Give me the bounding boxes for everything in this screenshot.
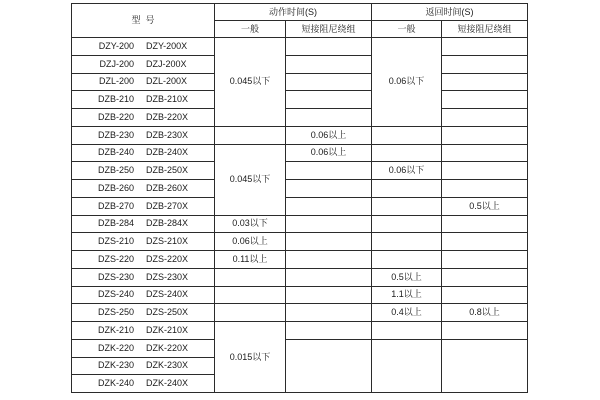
model-name: DZB-220 bbox=[97, 111, 134, 122]
model-cell bbox=[72, 55, 215, 73]
model-cell bbox=[72, 233, 215, 251]
return-general-cell bbox=[372, 180, 442, 198]
return-damping-cell bbox=[442, 322, 528, 340]
table-row bbox=[72, 339, 528, 357]
model-name: DZK-220X bbox=[145, 342, 189, 353]
model-name: DZL-200 bbox=[98, 76, 134, 87]
return-damping-cell bbox=[442, 144, 528, 162]
model-cell bbox=[72, 268, 215, 286]
model-name: DZB-270 bbox=[97, 200, 134, 211]
model-name: DZB-220X bbox=[145, 111, 189, 122]
model-cell bbox=[72, 251, 215, 269]
return-damping-cell bbox=[442, 180, 528, 198]
table-row bbox=[72, 251, 528, 269]
model-name: DZK-240X bbox=[145, 378, 189, 389]
return-general-cell bbox=[372, 126, 442, 144]
action-general-cell bbox=[215, 286, 286, 304]
table-row bbox=[72, 268, 528, 286]
return-general-cell bbox=[372, 233, 442, 251]
return-general-cell bbox=[372, 144, 442, 162]
action-damping-cell bbox=[286, 38, 372, 56]
return-general-cell: 0.4以上 bbox=[372, 304, 442, 322]
model-cell bbox=[72, 357, 215, 375]
model-name: DZB-240 bbox=[97, 147, 134, 158]
model-cell bbox=[72, 91, 215, 109]
return-general-cell bbox=[372, 251, 442, 269]
header-model: 型 号 bbox=[72, 4, 215, 38]
return-damping-cell bbox=[442, 91, 528, 109]
action-damping-cell bbox=[286, 55, 372, 73]
action-general-cell bbox=[215, 268, 286, 286]
spec-table bbox=[71, 3, 528, 393]
model-name: DZB-250X bbox=[145, 165, 189, 176]
return-damping-cell bbox=[442, 38, 528, 56]
action-general-cell: 0.045以下 bbox=[215, 38, 286, 127]
header-action-damping: 短接阻尼绕组 bbox=[286, 21, 372, 38]
return-damping-cell bbox=[442, 268, 528, 286]
return-damping-cell bbox=[442, 286, 528, 304]
return-damping-cell: 0.8以上 bbox=[442, 304, 528, 322]
action-damping-cell: 0.06以上 bbox=[286, 144, 372, 162]
return-damping-cell bbox=[442, 233, 528, 251]
action-general-cell: 0.06以上 bbox=[215, 233, 286, 251]
model-cell bbox=[72, 162, 215, 180]
model-name: DZJ-200 bbox=[99, 58, 134, 69]
model-name: DZB-230 bbox=[97, 129, 134, 140]
action-damping-cell bbox=[286, 304, 372, 322]
model-cell bbox=[72, 322, 215, 340]
table-row bbox=[72, 197, 528, 215]
model-name: DZB-284X bbox=[145, 218, 189, 229]
model-name: DZB-284 bbox=[97, 218, 134, 229]
table-row bbox=[72, 38, 528, 56]
action-damping-cell bbox=[286, 322, 372, 340]
model-cell bbox=[72, 109, 215, 127]
return-general-cell bbox=[372, 215, 442, 233]
model-cell bbox=[72, 339, 215, 357]
table-row bbox=[72, 286, 528, 304]
table-row bbox=[72, 73, 528, 91]
model-name: DZY-200 bbox=[98, 40, 134, 51]
model-name: DZS-210 bbox=[97, 236, 134, 247]
model-name: DZK-230X bbox=[145, 360, 189, 371]
return-damping-cell bbox=[442, 109, 528, 127]
model-name: DZB-210 bbox=[97, 94, 134, 105]
model-name: DZB-250 bbox=[97, 165, 134, 176]
return-damping-cell bbox=[442, 339, 528, 392]
action-general-cell: 0.045以下 bbox=[215, 144, 286, 215]
model-name: DZL-200X bbox=[145, 76, 188, 87]
model-cell bbox=[72, 375, 215, 393]
model-name: DZS-240 bbox=[97, 289, 134, 300]
table-row bbox=[72, 304, 528, 322]
return-general-cell bbox=[372, 197, 442, 215]
action-damping-cell bbox=[286, 233, 372, 251]
model-name: DZY-200X bbox=[145, 40, 188, 51]
action-damping-cell bbox=[286, 339, 372, 392]
table-row bbox=[72, 215, 528, 233]
model-cell bbox=[72, 304, 215, 322]
action-damping-cell bbox=[286, 268, 372, 286]
table-row bbox=[72, 162, 528, 180]
return-general-cell: 0.5以上 bbox=[372, 268, 442, 286]
model-name: DZB-210X bbox=[145, 94, 189, 105]
action-damping-cell bbox=[286, 180, 372, 198]
model-cell bbox=[72, 144, 215, 162]
return-general-cell: 1.1以上 bbox=[372, 286, 442, 304]
return-general-cell: 0.06以下 bbox=[372, 38, 442, 127]
model-cell bbox=[72, 215, 215, 233]
table-row bbox=[72, 144, 528, 162]
header-row-top bbox=[72, 4, 528, 21]
return-damping-cell bbox=[442, 251, 528, 269]
action-damping-cell bbox=[286, 215, 372, 233]
model-name: DZS-230X bbox=[145, 271, 189, 282]
model-name: DZS-210X bbox=[145, 236, 189, 247]
model-name: DZB-260X bbox=[145, 182, 189, 193]
return-damping-cell bbox=[442, 215, 528, 233]
action-damping-cell bbox=[286, 286, 372, 304]
model-name: DZB-260 bbox=[97, 182, 134, 193]
model-name: DZB-270X bbox=[145, 200, 189, 211]
model-name: DZJ-200X bbox=[146, 58, 187, 69]
table-row bbox=[72, 109, 528, 127]
model-name: DZS-230 bbox=[97, 271, 134, 282]
action-general-cell: 0.015以下 bbox=[215, 322, 286, 393]
action-damping-cell bbox=[286, 109, 372, 127]
model-cell bbox=[72, 197, 215, 215]
return-general-cell bbox=[372, 322, 442, 340]
model-name: DZK-220 bbox=[97, 342, 134, 353]
header-return-general: 一般 bbox=[372, 21, 442, 38]
table-row bbox=[72, 126, 528, 144]
header-return-damping: 短接阻尼绕组 bbox=[442, 21, 528, 38]
return-general-cell bbox=[372, 339, 442, 392]
action-general-cell: 0.11以上 bbox=[215, 251, 286, 269]
action-damping-cell bbox=[286, 251, 372, 269]
header-action-general: 一般 bbox=[215, 21, 286, 38]
action-damping-cell: 0.06以上 bbox=[286, 126, 372, 144]
return-damping-cell bbox=[442, 126, 528, 144]
table-row bbox=[72, 91, 528, 109]
model-name: DZK-240 bbox=[97, 378, 134, 389]
action-damping-cell bbox=[286, 197, 372, 215]
return-damping-cell bbox=[442, 55, 528, 73]
model-name: DZS-240X bbox=[145, 289, 189, 300]
action-damping-cell bbox=[286, 73, 372, 91]
model-name: DZS-220 bbox=[97, 253, 134, 264]
action-general-cell bbox=[215, 304, 286, 322]
model-cell bbox=[72, 126, 215, 144]
model-cell bbox=[72, 180, 215, 198]
action-general-cell: 0.03以下 bbox=[215, 215, 286, 233]
model-name: DZS-220X bbox=[145, 253, 189, 264]
model-cell bbox=[72, 286, 215, 304]
model-name: DZK-210 bbox=[97, 324, 134, 335]
table-row bbox=[72, 233, 528, 251]
model-name: DZK-210X bbox=[145, 324, 189, 335]
action-general-cell bbox=[215, 126, 286, 144]
header-return-time: 返回时间(S) bbox=[372, 4, 528, 21]
table-row bbox=[72, 55, 528, 73]
table-row bbox=[72, 180, 528, 198]
model-name: DZS-250 bbox=[97, 307, 134, 318]
model-name: DZB-240X bbox=[145, 147, 189, 158]
action-damping-cell bbox=[286, 91, 372, 109]
return-general-cell: 0.06以下 bbox=[372, 162, 442, 180]
return-damping-cell bbox=[442, 73, 528, 91]
action-damping-cell bbox=[286, 162, 372, 180]
model-name: DZB-230X bbox=[145, 129, 189, 140]
table-row bbox=[72, 322, 528, 340]
model-name: DZS-250X bbox=[145, 307, 189, 318]
model-cell bbox=[72, 73, 215, 91]
model-name: DZK-230 bbox=[97, 360, 134, 371]
return-damping-cell: 0.5以上 bbox=[442, 197, 528, 215]
return-damping-cell bbox=[442, 162, 528, 180]
header-action-time: 动作时间(S) bbox=[215, 4, 372, 21]
model-cell bbox=[72, 38, 215, 56]
